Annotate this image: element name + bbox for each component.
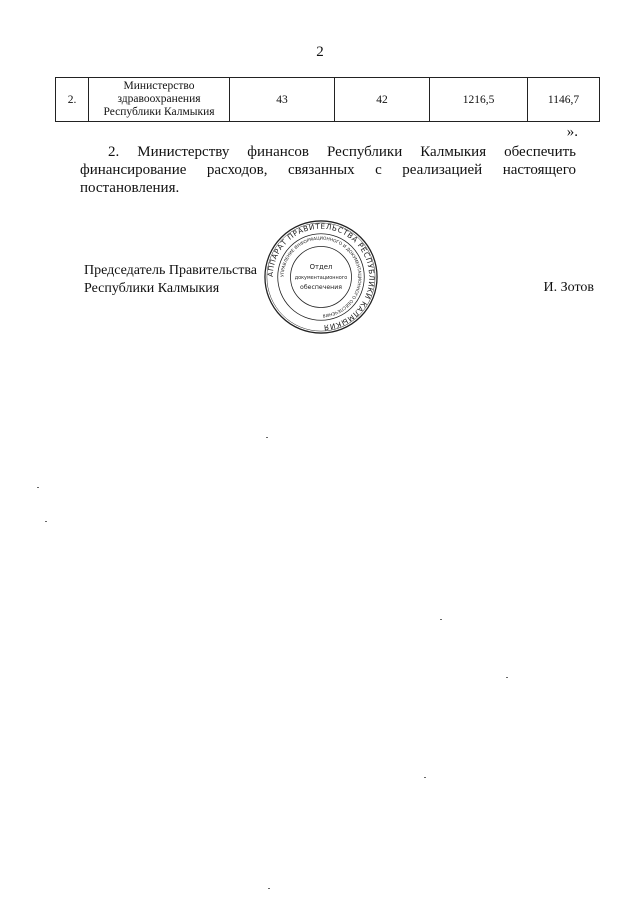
seal-inner-text: УПРАВЛЕНИЕ ИНФОРМАЦИОННОГО И ДОКУМЕНТАЦИОННОГО ОБЕСПЕЧЕНИЯ [280, 236, 362, 318]
value-cell: 43 [230, 78, 335, 122]
value-cell: 1146,7 [528, 78, 600, 122]
organization-cell [89, 78, 230, 122]
seal-center-line: Отдел [309, 263, 333, 272]
official-seal-stamp [262, 218, 380, 336]
closing-quote: ». [566, 124, 578, 140]
scan-speck [506, 677, 508, 678]
row-index-cell: 2. [56, 78, 89, 122]
budget-table [55, 77, 600, 122]
scan-speck [266, 437, 268, 438]
value-cell: 42 [335, 78, 430, 122]
organization-line: здравоохранения [117, 93, 201, 105]
signatory-title [84, 262, 257, 298]
scan-speck [268, 888, 270, 889]
paragraph-clause-2: 2. Министерству финансов Республики Калмыкия обеспечить финансирование расходов, связанных с реализацией настоящего постановления. [80, 144, 576, 196]
signatory-title-line: Председатель Правительства [84, 263, 257, 278]
seal-outer-text: АППАРАТ ПРАВИТЕЛЬСТВА РЕСПУБЛИКИ КАЛМЫКИЯ [265, 221, 377, 333]
scan-speck [37, 487, 39, 488]
seal-center-line: обеспечения [300, 283, 342, 291]
scan-speck [424, 777, 426, 778]
scan-speck [440, 619, 442, 620]
seal-center-line: документационного [294, 274, 348, 281]
organization-line: Республики Калмыкия [103, 106, 215, 118]
organization-line: Министерство [123, 80, 195, 92]
signatory-name: И. Зотов [543, 280, 594, 295]
page-number: 2 [316, 44, 324, 60]
signatory-title-line: Республики Калмыкия [84, 281, 220, 296]
value-cell: 1216,5 [430, 78, 528, 122]
table-row [56, 78, 600, 122]
scan-speck [45, 521, 47, 522]
